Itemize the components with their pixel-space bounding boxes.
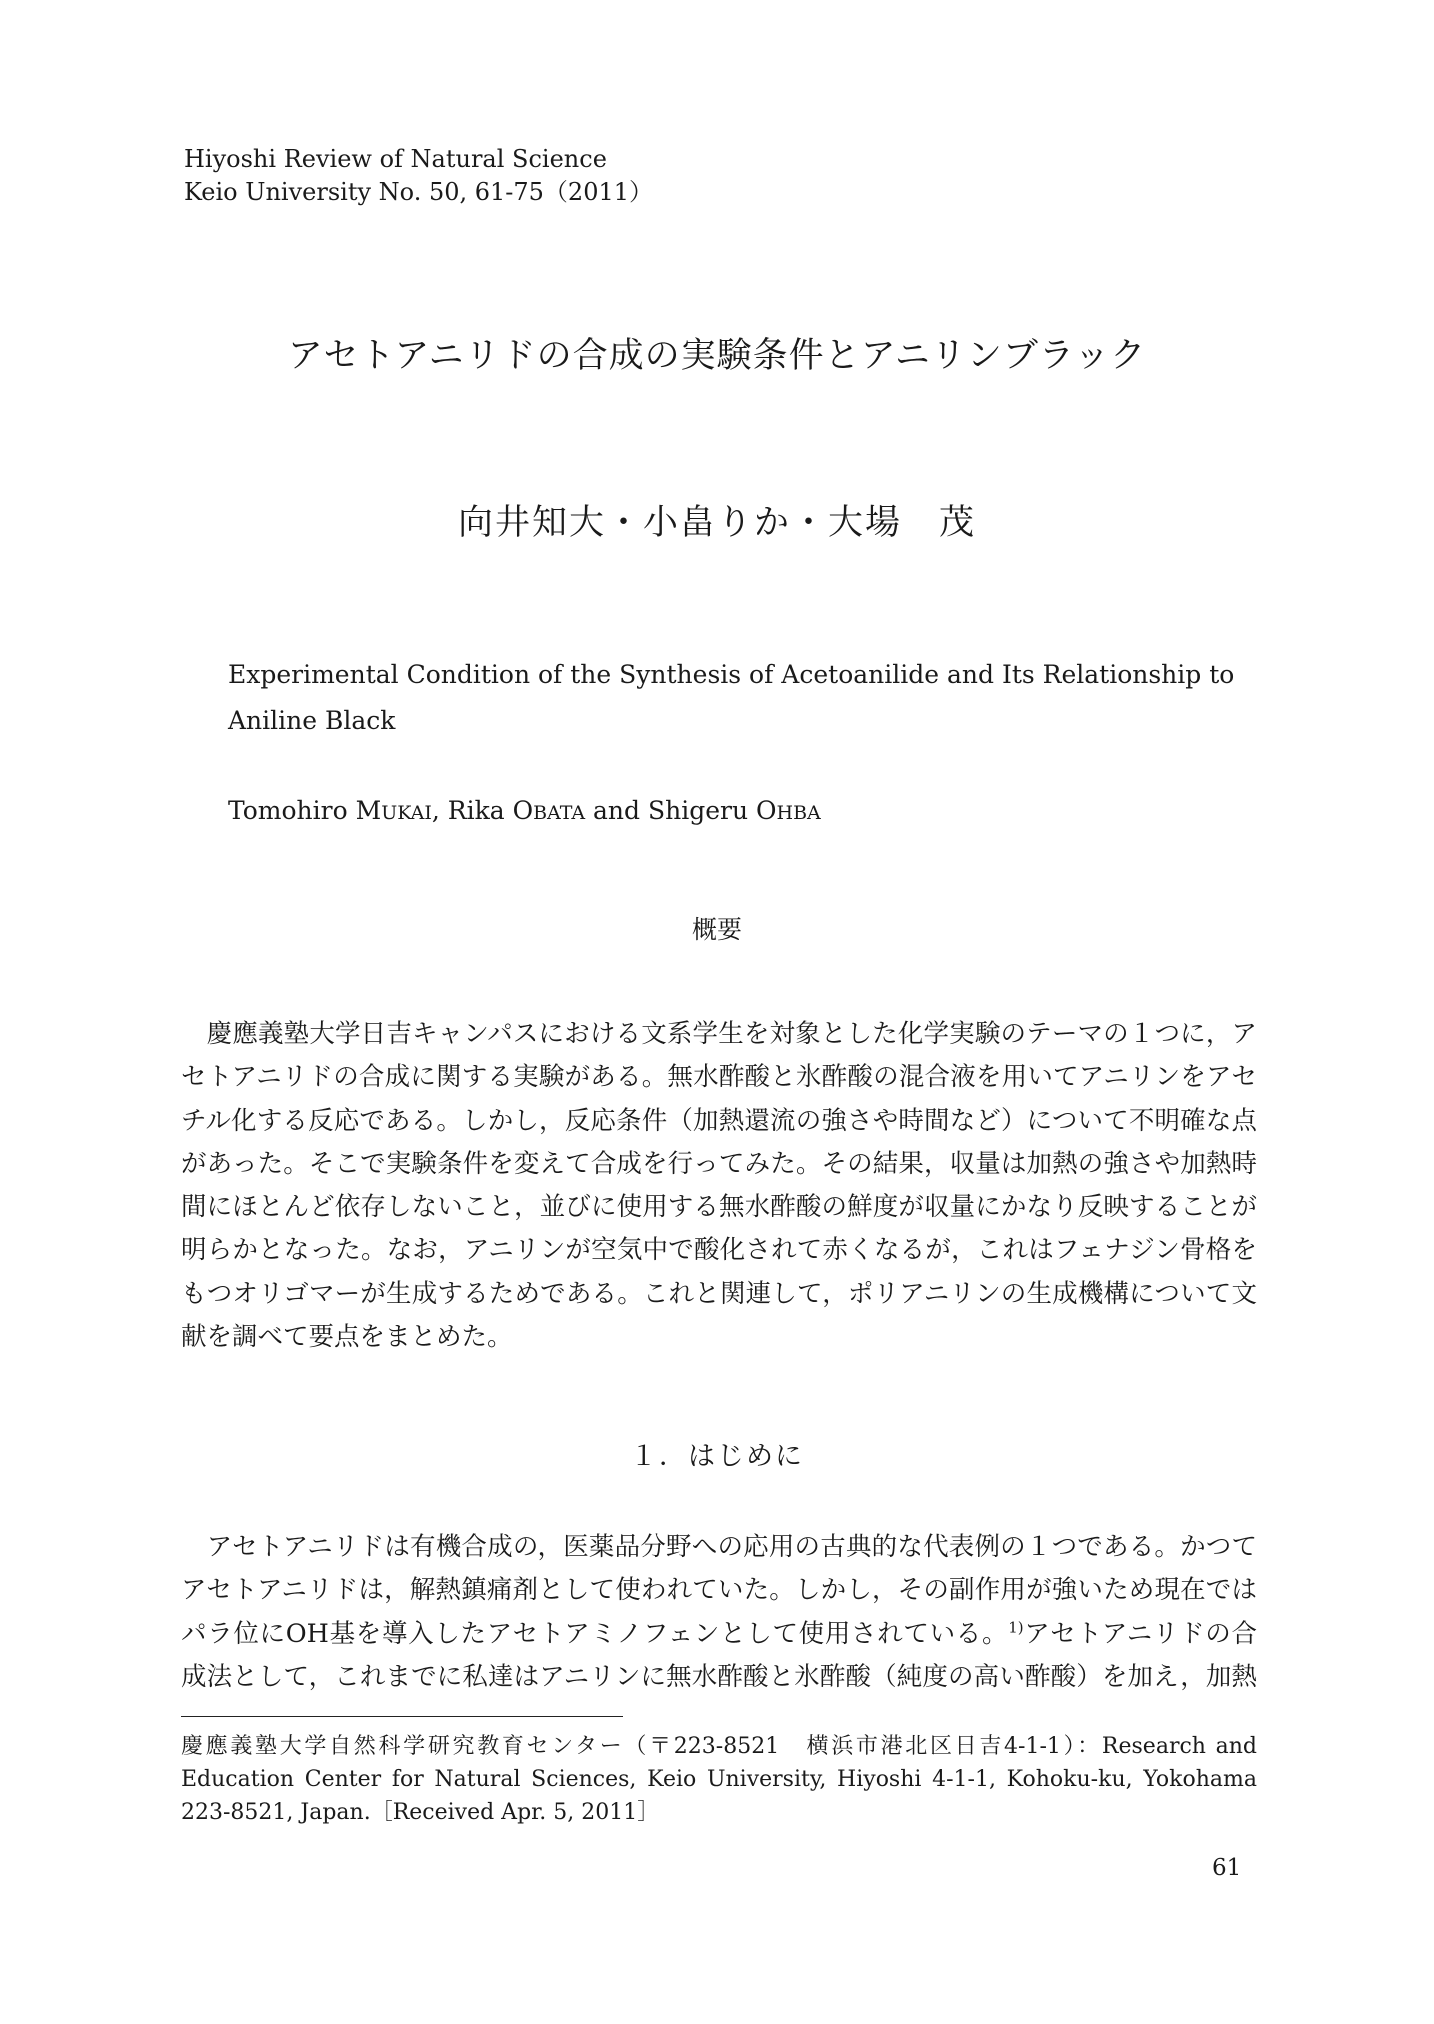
affiliation-footnote xyxy=(181,1730,1257,1829)
body-line: アセトアニリドは有機合成の，医薬品分野への応用の古典的な代表例の１つである。かつて xyxy=(181,1532,1258,1562)
abstract-line: 慶應義塾大学日吉キャンパスにおける文系学生を対象とした化学実験のテーマの１つに，ア xyxy=(181,1019,1257,1049)
section-1-body xyxy=(181,1526,1257,1699)
journal-citation xyxy=(184,143,653,209)
footnote-line: Education Center for Natural Sciences, Keio University, Hiyoshi 4-1-1, Kohoku-ku, Yokohama xyxy=(181,1767,1257,1792)
author-1-surname-smallcaps: UKAI xyxy=(381,802,432,824)
footnote-line: 慶應義塾大学自然科学研究教育センター（〒223-8521 横浜市港北区日吉4-1-1）：Research and xyxy=(181,1734,1257,1759)
footnote-line: 223-8521, Japan.［Received Apr. 5, 2011］ xyxy=(181,1800,660,1825)
reference-superscript: 1) xyxy=(1008,1618,1024,1637)
body-line: アセトアニリドは，解熱鎮痛剤として使われていた。しかし，その副作用が強いため現在では xyxy=(181,1575,1257,1606)
author-3-given: and Shigeru O xyxy=(585,796,777,825)
journal-name: Hiyoshi Review of Natural Science xyxy=(184,145,607,173)
footnote-divider xyxy=(181,1716,623,1717)
body-line: 成法として，これまでに私達はアニリンに無水酢酸と氷酢酸（純度の高い酢酸）を加え，加熱 xyxy=(181,1661,1257,1692)
abstract-line: があった。そこで実験条件を変えて合成を行ってみた。その結果，収量は加熱の強さや加熱時 xyxy=(181,1148,1257,1179)
authors-en xyxy=(228,796,821,825)
abstract-line: 間にほとんど依存しないこと，並びに使用する無水酢酸の鮮度が収量にかなり反映することが xyxy=(181,1192,1257,1223)
author-1-given: Tomohiro M xyxy=(228,796,382,825)
body-line xyxy=(181,1613,1257,1656)
abstract-body xyxy=(181,1013,1257,1359)
paper-title-ja: アセトアニリドの合成の実験条件とアニリンブラック xyxy=(287,336,1147,376)
abstract-line: 献を調べて要点をまとめた。 xyxy=(181,1322,513,1353)
abstract-line: 明らかとなった。なお，アニリンが空気中で酸化されて赤くなるが，これはフェナジン骨格を xyxy=(181,1235,1257,1266)
abstract-heading: 概要 xyxy=(691,915,742,944)
body-line-tail: アセトアニリドの合 xyxy=(1023,1618,1257,1649)
abstract-line: チル化する反応である。しかし，反応条件（加熱還流の強さや時間など）について不明確な点 xyxy=(181,1105,1257,1136)
journal-volume: Keio University No. 50, 61-75（2011） xyxy=(184,178,654,206)
section-1-heading: １．はじめに xyxy=(630,1441,804,1472)
paper-title-en: Experimental Condition of the Synthesis of Acetoanilide and Its Relationship to Aniline Black xyxy=(228,660,1235,735)
author-2-surname-smallcaps: BATA xyxy=(533,802,586,824)
author-3-surname-smallcaps: HBA xyxy=(776,802,821,824)
abstract-line: もつオリゴマーが生成するためである。これと関連して，ポリアニリンの生成機構について文 xyxy=(181,1278,1257,1309)
authors-ja: 向井知大・小畠りか・大場 茂 xyxy=(457,503,976,543)
body-line-text: パラ位にOH基を導入したアセトアミノフェンとして使用されている。 xyxy=(181,1618,1009,1649)
page-number: 61 xyxy=(1212,1855,1242,1881)
abstract-line: セトアニリドの合成に関する実験がある。無水酢酸と氷酢酸の混合液を用いてアニリンをアセ xyxy=(181,1062,1257,1093)
author-2-given: , Rika O xyxy=(431,796,534,825)
